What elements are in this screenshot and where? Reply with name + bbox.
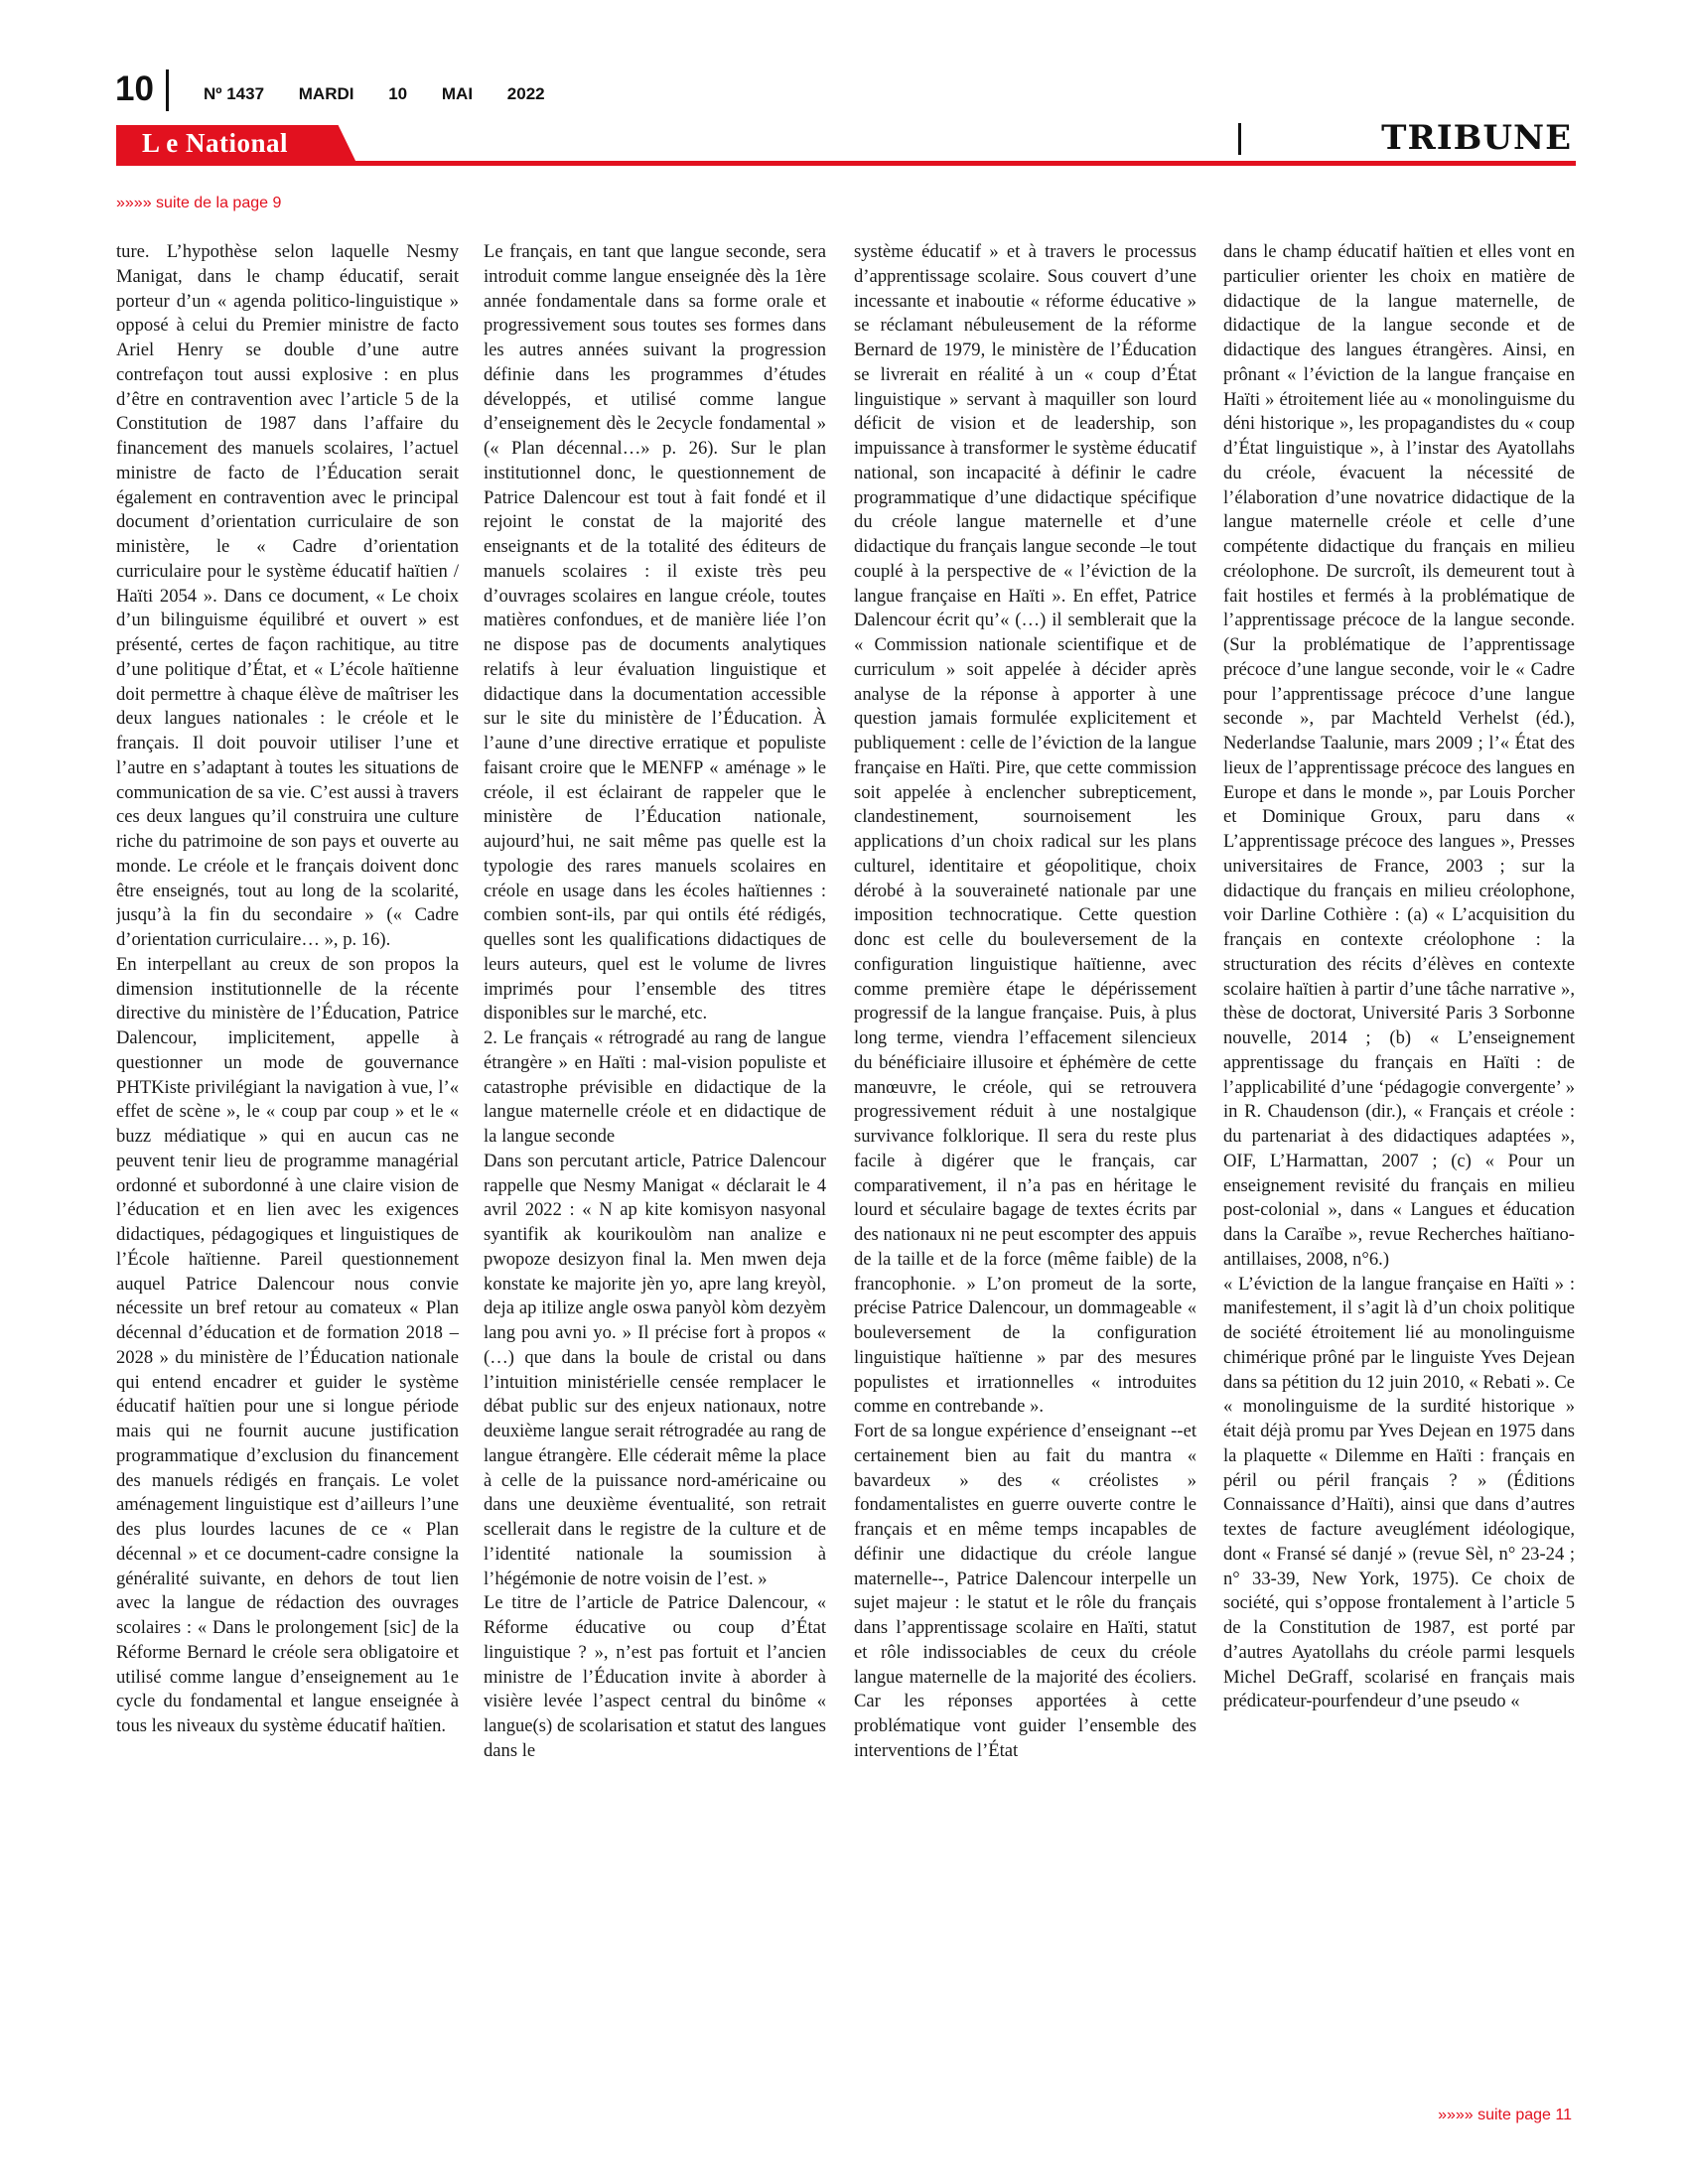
article-column-2 xyxy=(484,240,826,2099)
article-column-1 xyxy=(116,240,459,2099)
article-paragraph: Fort de sa longue expérience d’enseignant --et certainement bien au fait du mantra « bavardeux » des « créolistes » fondamentalistes en guerre ouverte contre le français et en même temps incapables de définir une didactique du créole langue maternelle--, Patrice Dalencour interpelle un sujet majeur : le statut et le rôle du français dans l’apprentissage scolaire en Haïti, statut et rôle indissociables de ceux du créole langue maternelle de la majorité des écoliers. Car les réponses apportées à cette problématique vont guider l’ensemble des interventions de l’État xyxy=(854,1421,1196,1761)
issue-number: Nº 1437 xyxy=(204,84,265,103)
issue-day: 10 xyxy=(388,84,408,103)
header-rule xyxy=(116,161,1576,166)
issue-weekday: MARDI xyxy=(298,84,354,103)
article-paragraph: Dans son percutant article, Patrice Dalencour rappelle que Nesmy Manigat « déclarait le 4 avril 2022 : « N ap kite komisyon nasyonal syantifik ak kourikoulòm nan analize e pwopoze desizyon final la. Men mwen deja konstate ke majorite jèn yo, apre lang kreyòl, deja ap itilize angle oswa panyòl kòm dezyèm lang pou avni yo. » Il précise fort à propos « (…) que dans la boule de cristal ou dans l’intuition ministérielle censée remplacer le débat public sur des enjeux nationaux, notre deuxième langue serait rétrogradée au rang de langue étrangère. Elle céderait même la place à celle de la puissance nord-américaine ou dans une deuxième éventualité, son retrait scellerait dans le registre de la culture et de l’identité nationale la soumission à l’hégémonie de notre voisin de l’est. » xyxy=(484,1150,826,1589)
issue-year: 2022 xyxy=(506,84,545,103)
section-separator xyxy=(1238,123,1241,155)
article-paragraph: « L’éviction de la langue française en Haïti » : manifestement, il s’agit là d’un choix politique de société étroitement lié au monolinguisme chimérique prôné par le linguiste Yves Dejean dans sa pétition du 12 juin 2010, « Rebati ». Ce « monolinguisme de la surdité historique » était déjà promu par Yves Dejean en 1975 dans la plaquette « Dilemme en Haïti : français en péril ou péril français ? » (Éditions Connaissance d’Haïti), ainsi que dans d’autres textes de facture aveuglément idéologique, dont « Fransé sé danjé » (revue Sèl, n° 23-24 ; n° 33-39, New York, 1975). Ce choix de société, qui s’oppose frontalement à l’article 5 de la Constitution de 1987, est porté par d’autres Ayatollahs du créole parmi lesquels Michel DeGraff, scolarisé en français mais prédicateur-pourfendeur d’une pseudo « xyxy=(1223,1273,1575,1712)
article-paragraph: Le français, en tant que langue seconde, sera introduit comme langue enseignée dès la 1ère année fondamentale dans sa forme orale et progressivement sous toutes ses formes dans les autres années suivant la progression définie dans les programmes d’études développés, et utilisé comme langue d’enseignement dès le 2ecycle fondamental » (« Plan décennal…» p. 26). Sur le plan institutionnel donc, le questionnement de Patrice Dalencour est tout à fait fondé et il rejoint le constat de la majorité des enseignants et de la totalité des éditeurs de manuels scolaires : il existe très peu d’ouvrages scolaires en langue créole, toutes matières confondues, et de manière liée l’on ne dispose pas de documents analytiques relatifs à leur évaluation linguistique et didactique dans la documentation accessible sur le site du ministère de l’Éducation. À l’aune d’une directive erratique et populiste faisant croire que le MENFP « aménage » le créole, il est éclairant de rappeler que le ministère de l’Éducation nationale, aujourd’hui, ne sait même pas quelle est la typologie des rares manuels scolaires en créole en usage dans les écoles haïtiennes : combien sont-ils, par qui ontils été rédigés, quelles sont les qualifications didactiques de leurs auteurs, quel est le volume de livres imprimés pour l’ensemble des titres disponibles sur le marché, etc. xyxy=(484,241,826,1024)
continued-from-note: »»»» suite de la page 9 xyxy=(116,195,282,211)
article-subheading: 2. Le français « rétrogradé au rang de langue étrangère » en Haïti : mal-vision populiste et catastrophe prévisible en didactique de la langue maternelle créole et en didactique de la langue seconde xyxy=(484,1027,826,1147)
issue-line xyxy=(204,84,575,104)
publication-name: L e National xyxy=(142,128,289,158)
issue-month: MAI xyxy=(441,84,474,103)
article-paragraph: Le titre de l’article de Patrice Dalencour, « Réforme éducative ou coup d’État linguistique ? », n’est pas fortuit et l’ancien ministre de l’Éducation invite à aborder à visière levée l’aspect central du binôme « langue(s) de scolarisation et statut des langues dans le xyxy=(484,1592,826,1761)
article-column-3 xyxy=(854,240,1196,2099)
continued-to-note: »»»» suite page 11 xyxy=(1438,2107,1572,2123)
page-number: 10 xyxy=(115,69,154,108)
section-title: TRIBUNE xyxy=(1381,118,1572,158)
article-paragraph: En interpellant au creux de son propos la dimension institutionnelle de la récente directive du ministère de l’Éducation, Patrice Dalencour, implicitement, appelle à questionner un mode de gouvernance PHTKiste privilégiant la navigation à vue, l’« effet de scène », le « coup par coup » et le « buzz médiatique » qui en aucun cas ne peuvent tenir lieu de programme managérial ordonné et subordonné à une claire vision de l’éducation et en lien avec les exigences didactiques, pédagogiques et linguistiques de l’École haïtienne. Pareil questionnement auquel Patrice Dalencour nous convie nécessite un bref retour au comateux « Plan décennal d’éducation et de formation 2018 – 2028 » du ministère de l’Éducation nationale qui entend encadrer et guider le système éducatif haïtien pour une si longue période mais qui ne fournit aucune justification programmatique d’exclusion du financement des manuels rédigés en français. Le volet aménagement linguistique est d’ailleurs l’une des plus lourdes lacunes de ce « Plan décennal » et ce document-cadre consigne la généralité suivante, en dehors de tout lien avec la langue de rédaction des ouvrages scolaires : « Dans le prolongement [sic] de la Réforme Bernard le créole sera obligatoire et utilisé comme langue d’enseignement au 1e cycle du fondamental et langue enseignée à tous les niveaux du système éducatif haïtien. xyxy=(116,953,459,1736)
page-number-separator xyxy=(166,69,169,111)
article-paragraph: dans le champ éducatif haïtien et elles vont en particulier orienter les choix en matière de didactique de la langue maternelle, de didactique de la langue seconde et de didactique des langues étrangères. Ainsi, en prônant « l’éviction de la langue française en Haïti » étroitement liée au « monolinguisme du déni historique », les propagandistes du « coup d’État linguistique », à l’instar des Ayatollahs du créole, évacuent la nécessité de l’élaboration d’une novatrice didactique de la langue maternelle créole et celle d’une compétente didactique du français en milieu créolophone. De surcroît, ils demeurent tout à fait hostiles et fermés à la problématique de l’apprentissage précoce de la langue seconde. (Sur la problématique de l’apprentissage précoce d’une langue seconde, voir le « Cadre pour l’apprentissage précoce d’une langue seconde », par Machteld Verhelst (éd.), Nederlandse Taalunie, mars 2009 ; l’« État des lieux de l’apprentissage précoce des langues en Europe et dans le monde », par Louis Porcher et Dominique Groux, paru dans « L’apprentissage précoce des langues », Presses universitaires de France, 2003 ; sur la didactique du français en milieu créolophone, voir Darline Cothière : (a) « L’acquisition du français en contexte créolophone : la structuration des récits d’élèves en contexte scolaire haïtien à partir d’une tâche narrative », thèse de doctorat, Université Paris 3 Sorbonne nouvelle, 2014 ; (b) « L’enseignement apprentissage du français en Haïti : de l’applicabilité d’une ‘pédagogie convergente’ » in R. Chaudenson (dir.), « Français et créole : du partenariat à des didactiques adaptées », OIF, L’Harmattan, 2007 ; (c) « Pour un enseignement revisité du français en milieu post-colonial », dans « Langues et éducation dans la Caraïbe », revue Recherches haïtiano-antillaises, 2008, n°6.) xyxy=(1223,241,1575,1270)
article-paragraph: système éducatif » et à travers le processus d’apprentissage scolaire. Sous couvert d’une incessante et inaboutie « réforme éducative » se réclamant nébuleusement de la réforme Bernard de 1979, le ministère de l’Éducation se livrerait en réalité à un « coup d’État linguistique » servant à maquiller son lourd déficit de vision et de leadership, son impuissance à transformer le système éducatif national, son incapacité à définir le cadre programmatique d’une didactique spécifique du créole langue maternelle et d’une didactique du français langue seconde –le tout couplé à la perspective de « l’éviction de la langue française en Haïti ». En effet, Patrice Dalencour écrit qu’« (…) il semblerait que la « Commission nationale scientifique et de curriculum » soit appelée à décider après analyse de la réponse à apporter à une question jamais formulée explicitement et publiquement : celle de l’éviction de la langue française en Haïti. Pire, que cette commission soit appelée à enclencher subrepticement, clandestinement, sournoisement les applications d’un choix radical sur les plans culturel, identitaire et géopolitique, choix dérobé à la souveraineté nationale par une imposition technocratique. Cette question donc est celle du bouleversement de la configuration linguistique haïtienne, avec comme première étape le dépérissement progressif de la langue française. Puis, à plus long terme, viendra l’effacement silencieux du bénéficiaire illusoire et éphémère de cette manœuvre, le créole, qui se retrouvera progressivement réduit à une nostalgique survivance folklorique. Il sera du reste plus facile à digérer que le français, car comparativement, il n’a pas en héritage le lourd et séculaire bagage de textes écrits par des nationaux ni ne peut escompter des appuis de la taille et de la force (même faible) de la francophonie. » L’on promeut de la sorte, précise Patrice Dalencour, un dommageable « bouleversement de la configuration linguistique haïtienne » par des mesures populistes et irrationnelles « introduites comme en contrebande ». xyxy=(854,241,1196,1418)
article-paragraph: ture. L’hypothèse selon laquelle Nesmy Manigat, dans le champ éducatif, serait porteur d’un « agenda politico-linguistique » opposé à celui du Premier ministre de facto Ariel Henry se double d’une autre contrefaçon tout aussi explosive : en plus d’être en contravention avec l’article 5 de la Constitution de 1987 dans l’affaire du financement des manuels scolaires, l’actuel ministre de facto de l’Éducation serait également en contravention avec le principal document d’orientation curriculaire de son ministère, le « Cadre d’orientation curriculaire pour le système éducatif haïtien / Haïti 2054 ». Dans ce document, « Le choix d’un bilinguisme équilibré et ouvert » est présenté, certes de façon rachitique, au titre d’une politique d’État, et « L’école haïtienne doit permettre à chaque élève de maîtriser les deux langues nationales : le créole et le français. Il doit pouvoir utiliser l’une et l’autre en s’adaptant à toutes les situations de communication de sa vie. C’est aussi à travers ces deux langues qu’il construira une culture riche du patrimoine de son pays et ouverte au monde. Le créole et le français doivent donc être enseignés, tout au long de la scolarité, jusqu’à la fin du secondaire » (« Cadre d’orientation curriculaire… », p. 16). xyxy=(116,241,459,950)
article-column-4 xyxy=(1223,240,1575,2099)
